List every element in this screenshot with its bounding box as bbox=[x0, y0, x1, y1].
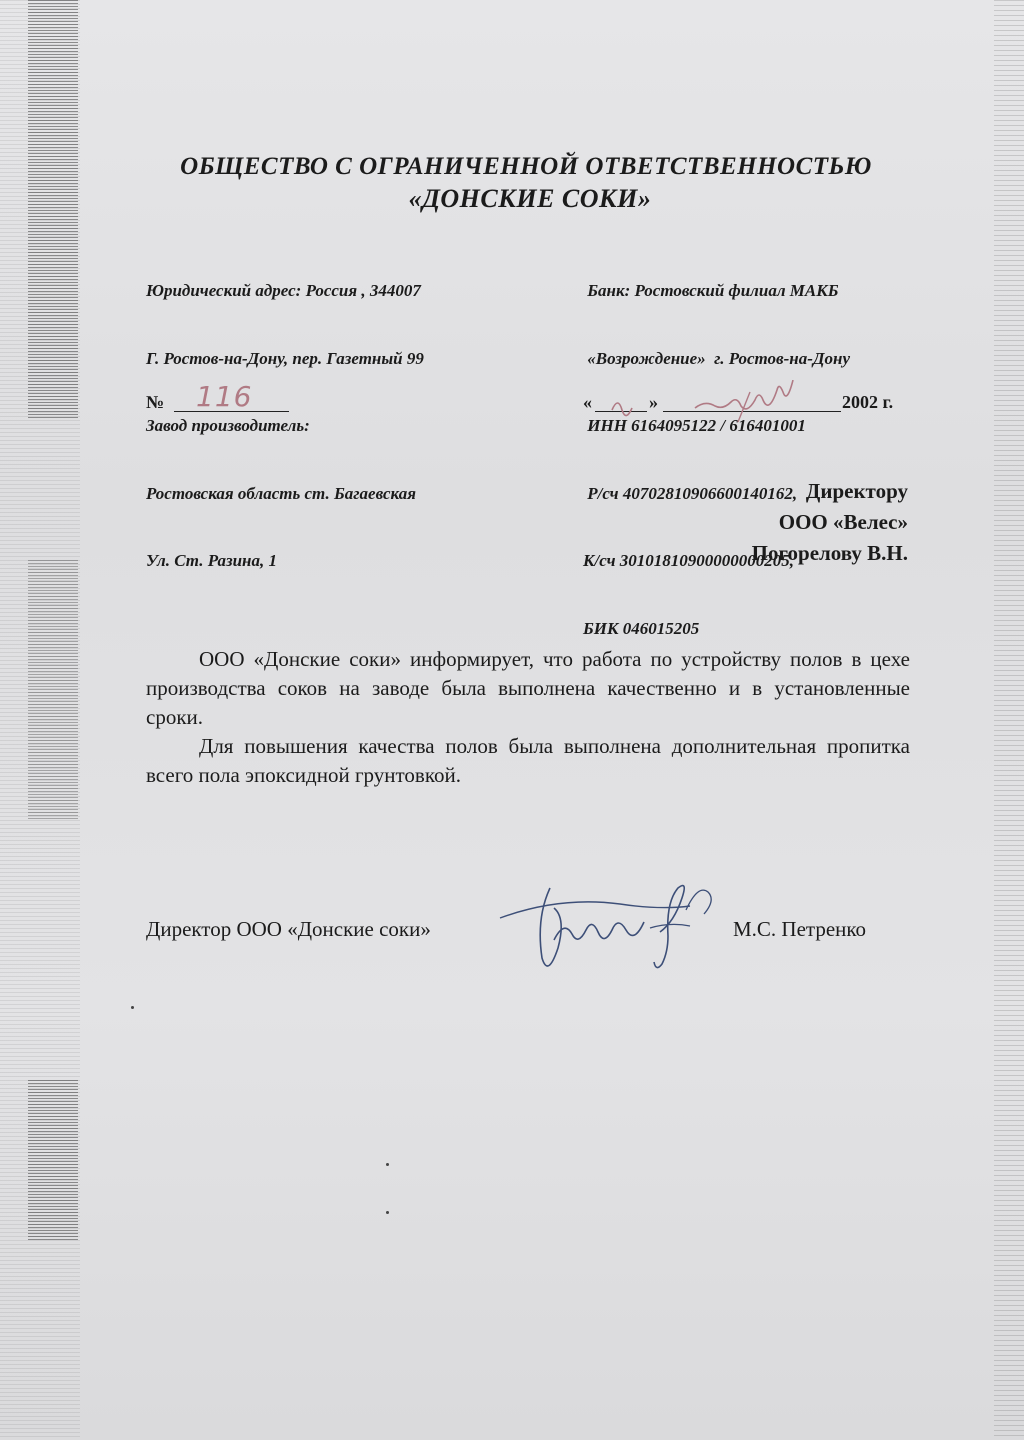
requisite-line: Завод производитель: bbox=[146, 416, 310, 435]
requisite-line: БИК 046015205 bbox=[583, 618, 700, 638]
handwritten-date-scribble bbox=[600, 380, 840, 430]
handwritten-number: 116 bbox=[196, 380, 253, 413]
date-open-quote: « bbox=[583, 392, 592, 412]
requisite-line: К/сч 30101810900000000205, bbox=[583, 551, 794, 570]
scan-artifact bbox=[28, 560, 78, 820]
addressee-block bbox=[752, 476, 908, 569]
company-title-line2: «ДОНСКИЕ СОКИ» bbox=[408, 184, 652, 213]
requisite-line: Г. Ростов-на-Дону, пер. Газетный 99 bbox=[146, 348, 424, 368]
requisites-left bbox=[146, 235, 424, 618]
requisite-line: Банк: Ростовский филиал МАКБ bbox=[583, 281, 839, 300]
speck bbox=[386, 1163, 389, 1166]
requisite-line: Юридический адрес: Россия , 344007 bbox=[146, 281, 421, 300]
speck bbox=[131, 1006, 134, 1009]
speck bbox=[386, 1211, 389, 1214]
signatory-name: М.С. Петренко bbox=[733, 917, 867, 941]
requisite-line: Ростовская область ст. Багаевская bbox=[146, 483, 416, 503]
requisite-line: Ул. Ст. Разина, 1 bbox=[146, 551, 277, 570]
letter-body bbox=[146, 645, 910, 790]
date-close-quote: » bbox=[649, 392, 658, 412]
requisite-line: ИНН 6164095122 / 616401001 bbox=[583, 416, 806, 435]
number-label: № bbox=[146, 392, 165, 412]
body-paragraph: Для повышения качества полов была выполнена дополнительная пропитка всего пола эпоксидной грунтовкой. bbox=[146, 734, 910, 787]
scan-edge-right bbox=[994, 0, 1024, 1440]
requisites-right bbox=[583, 235, 850, 685]
addressee-title: Директору bbox=[805, 479, 908, 503]
date-year: 2002 г. bbox=[842, 392, 894, 412]
addressee-company: ООО «Велес» bbox=[778, 510, 908, 534]
requisite-line: Р/сч 40702810906600140162, bbox=[583, 483, 798, 503]
company-title-line1: ОБЩЕСТВО С ОГРАНИЧЕННОЙ ОТВЕТСТВЕННОСТЬЮ bbox=[180, 153, 872, 180]
signatory-position: Директор ООО «Донские соки» bbox=[146, 917, 431, 941]
scan-artifact bbox=[28, 1080, 78, 1240]
body-paragraph: ООО «Донские соки» информирует, что работа по устройству полов в цехе производства соков на заводе была выполнена качественно и в установленные сроки. bbox=[146, 647, 910, 729]
handwritten-signature bbox=[490, 870, 730, 980]
requisite-line: «Возрождение» г. Ростов-на-Дону bbox=[583, 348, 850, 368]
addressee-name: Погорелову В.Н. bbox=[751, 541, 908, 565]
